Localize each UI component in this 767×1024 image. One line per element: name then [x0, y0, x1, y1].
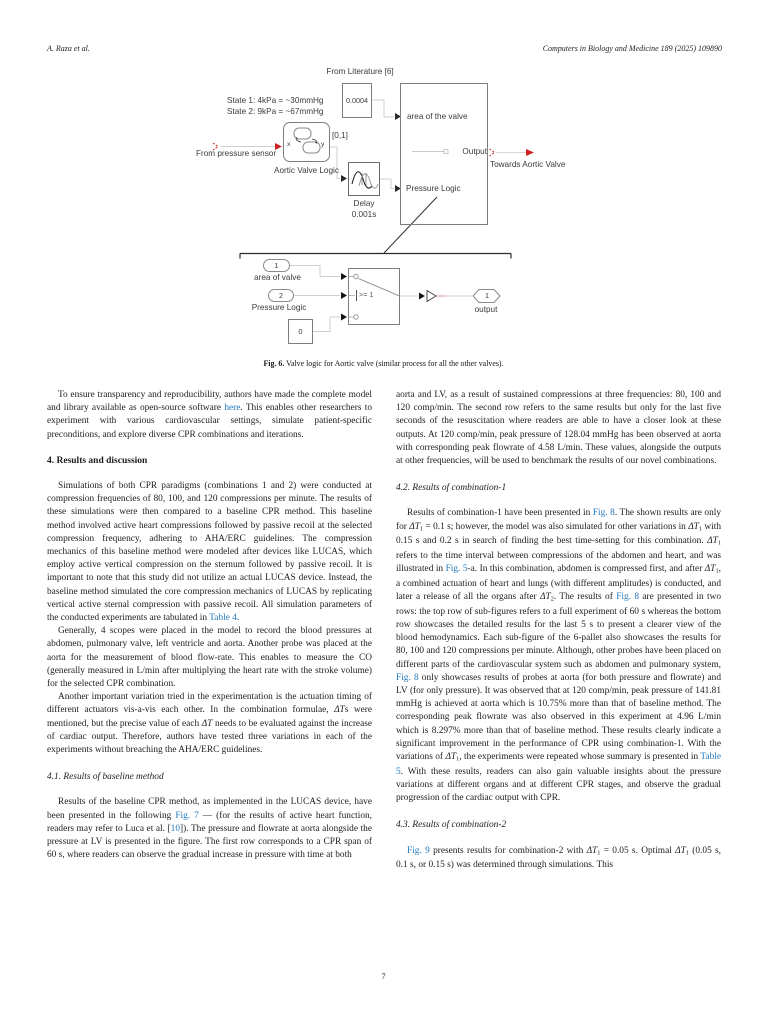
inline-reference-link[interactable]: Fig. 8	[592, 508, 615, 519]
inline-reference-link[interactable]: Fig. 5	[445, 564, 468, 575]
body-text-run: . With these results, readers can also gain valuable insights about the pressure variations at different organs and at different CPR stages, and observe the gradual progression of the cardiac output with CPR.	[396, 766, 721, 804]
section-heading	[396, 819, 721, 832]
literature-note: From Literature [6]	[326, 67, 394, 76]
inline-reference-link[interactable]: Fig. 8	[396, 672, 419, 683]
body-text-run: . The results of	[553, 592, 617, 603]
math-symbol: ΔT	[586, 845, 598, 856]
body-text-run: , the experiments were repeated whose summary is presented in	[459, 752, 701, 763]
paragraph	[47, 796, 372, 862]
math-symbol: ΔT	[704, 564, 716, 575]
delay-block-name: Delay	[353, 199, 375, 208]
section-heading	[47, 771, 372, 784]
body-text-run: presents results for combination-2 with	[429, 845, 587, 856]
body-text-run: — (for the results of active heart function, readers may refer to Luca et al. [	[47, 810, 372, 834]
math-symbol: ΔT	[688, 521, 699, 532]
signal-buffer-triangle-icon	[427, 291, 436, 302]
inport-1-label: area of valve	[254, 272, 301, 282]
body-text-run: 4.1. Results of baseline method	[47, 772, 164, 783]
figure-caption-text: Valve logic for Aortic valve (similar process for all the other valves).	[284, 359, 504, 368]
state-note-line1: State 1: 4kPa = ~30mmHg	[227, 96, 324, 105]
paragraph	[47, 625, 372, 691]
towards-aortic-valve-label: Towards Aortic Valve	[490, 160, 566, 169]
subscript-text: 1	[698, 525, 703, 533]
body-text-run: Generally, 4 scopes were placed in the model to record the blood pressures at abdomen, pulmonary valve, left ventricle and aorta. Another probe was placed at the aorta for the measurement of blood flow-rate. This enables to measure the CO (generally measured in L/min after multiplying the heart rate with the stroke volume) for the selected CPR combination.	[47, 626, 372, 690]
outport-number[interactable]: 1	[485, 290, 489, 300]
running-head-journal: Computers in Biology and Medicine 189 (2025) 109890	[542, 44, 722, 53]
section-heading	[47, 455, 372, 468]
signal-range-label: [0,1]	[332, 131, 348, 140]
subsystem-bracket	[240, 254, 511, 259]
body-text-run: Another important variation tried in the experimentation is the actuation timing of different actuators vis-a-vis each other. In the combination formulae,	[47, 692, 372, 716]
body-text-run: . The shown results are only for	[396, 508, 722, 532]
inline-reference-link[interactable]: 10	[170, 823, 180, 834]
body-text-run: refers to the time interval between compressions of the abdomen and heart, and was illustrated in	[396, 551, 721, 575]
math-symbol: ΔT	[707, 536, 718, 547]
subsystem-input1-label: area of the valve	[407, 112, 468, 121]
body-text-run: with 0.15 s and 0.2 s in search of finding the best time-setting for this combination.	[396, 521, 722, 547]
body-text-run: (0.05 s, 0.1 s, or 0.15 s) was determined through simulations. This	[396, 845, 722, 871]
body-text-run: Results of the baseline CPR method, as implemented in the LUCAS device, have been presented in the following	[47, 797, 372, 821]
figure-caption	[0, 359, 767, 368]
chart-block-name: Aortic Valve Logic	[274, 166, 339, 175]
constant-block-area-value[interactable]: 0.0004	[342, 83, 372, 118]
body-text-run: Simulations of both CPR paradigms (combinations 1 and 2) were conducted at compression frequencies of 80, 100, and 120 compressions per minute. The results of these simulations were then compared to a baseline CPR method. This baseline method involved active heart compressions followed by passive recoil at the selected compression frequency, adhering to AHA/ERC guidelines. The compression mechanics of this baseline method were modeled after devices like LUCAS, which employ active vertical compression on the sternum followed by passive recoil. It is important to note that this study did not utilize an actual LUCAS device. Instead, the baseline method simulated the core compression mechanics of LUCAS by replicating vertical active sternal compression with passive recoil. All simulation parameters of the conducted experiments are tabulated in	[47, 481, 372, 624]
running-head-authors: A. Raza et al.	[47, 44, 90, 53]
body-text-run: = 0.05 s. Optimal	[600, 845, 676, 856]
math-symbol: ΔT	[334, 705, 345, 716]
paragraph	[396, 845, 721, 873]
body-text-run: , a combined actuation of heart and lungs (with different amplitudes) is conducted, and later a release of all the organs after	[396, 564, 721, 603]
page-number: 7	[381, 971, 386, 981]
paragraph	[396, 507, 721, 805]
delay-block-time: 0.001s	[351, 210, 377, 219]
body-text-run: 4.3. Results of combination-2	[396, 820, 507, 831]
subsystem-input2-label: Pressure Logic	[406, 184, 461, 193]
inline-reference-link[interactable]: Fig. 9	[407, 845, 430, 856]
body-text-run: 4.2. Results of combination-1	[396, 483, 507, 494]
from-pressure-sensor-label: From pressure sensor	[196, 149, 277, 158]
section-heading	[396, 482, 721, 495]
body-text-run: 4. Results and discussion	[47, 455, 148, 466]
body-text-run: -a. In this combination, abdomen is compressed first, and after	[467, 564, 705, 575]
math-symbol: ΔT	[445, 752, 457, 763]
body-text-run: . This enables other researchers to experiment with various cardiovascular settings, simulate patient-specific preconditions, and explore diverse CPR combinations and iterations.	[47, 403, 372, 440]
body-text-run: To ensure transparency and reproducibility, authors have made the complete model and library available as open-source software	[47, 390, 372, 414]
output-port-chevron-icon	[490, 149, 495, 156]
subscript-text: 1	[715, 567, 719, 575]
right-column	[396, 386, 721, 873]
subscript-text: 1	[685, 849, 689, 857]
delay-block[interactable]	[348, 162, 380, 196]
figure-6-diagram	[0, 0, 767, 382]
math-symbol: ΔT	[540, 592, 551, 603]
subsystem-output-label: Output	[462, 147, 487, 156]
switch-condition-label: >= 1	[359, 290, 374, 299]
body-text-run: .	[236, 613, 240, 624]
inline-reference-link[interactable]: Table 5	[396, 752, 721, 777]
body-text-run: = 0.1 s; however, the model was also simulated for other variations in	[423, 521, 689, 532]
switch-block[interactable]	[348, 268, 400, 325]
body-text-run: Results of combination-1 have been presented in	[407, 508, 593, 519]
body-text-run: needs to be evaluated against the increase of cardiac output. Therefore, authors have tested three variations in each of the experiments without breaching the AHA/ERC guidelines.	[47, 718, 373, 756]
body-text-run: ]). The pressure and flowrate at aorta alongside the pressure at LV is presented in the figure. The first row corresponds to a CPR span of 60 s, where readers can observe the gradual increase in pressure with time at both	[47, 823, 372, 861]
constant-zero-block[interactable]: 0	[288, 319, 313, 344]
paragraph	[47, 480, 372, 625]
paragraph	[396, 389, 721, 468]
paragraph	[47, 691, 372, 757]
inport-2-label: Pressure Logic	[251, 303, 307, 312]
subscript-text: 1	[717, 539, 721, 547]
subscript-text: 2	[550, 595, 554, 603]
math-symbol: ΔT	[675, 845, 686, 856]
math-symbol: ΔT	[201, 718, 213, 729]
left-column	[47, 386, 372, 873]
body-text-run: s were mentioned, but the precise value of each	[47, 705, 372, 729]
inport-1[interactable]: 1	[263, 259, 290, 272]
chart-output-port-label: y	[321, 141, 325, 148]
subscript-text: 1	[456, 755, 460, 763]
inline-reference-link[interactable]: Fig. 7	[175, 810, 199, 821]
state-note-line2: State 2: 9kPa = ~67mmHg	[227, 107, 324, 116]
subscript-text: 1	[597, 849, 601, 857]
inline-reference-link[interactable]: here	[224, 403, 241, 414]
figure-caption-label: Fig. 6.	[263, 359, 285, 368]
body-text	[47, 386, 722, 873]
outport-label: output	[474, 305, 498, 314]
math-symbol: ΔT	[409, 521, 420, 532]
subscript-text: 1	[419, 525, 424, 533]
inline-reference-link[interactable]: Fig. 8	[616, 592, 640, 603]
paragraph	[47, 389, 372, 442]
body-text-run: only showcases results of probes at aorta (for both pressure and flowrate) and LV (for only pressure). It was observed that at 120 comp/min, peak pressure of 141.81 mmHg is achieved at aorta which is 10.75% more than that of baseline method. The corresponding peak flowrate was also observed in this experiment at 4.96 L/min which is 8.297% more than that of baseline method. These results clearly indicate a significant improvement in the performance of CPR using combination-1. With the variations of	[396, 672, 722, 763]
inline-reference-link[interactable]: Table 4	[209, 613, 237, 624]
body-text-run: are presented in two rows: the top row of sub-figures refers to a full experiment of 60 s whereas the bottom row showcases the detailed results for the last 5 s to present a clearer view of the blood hemodynamics. Each sub-figure of the 6-pallet also showcases the results for 80, 100 and 120 compressions per minute. Although, other probes have been placed on different parts of the cardiovascular system such as abdomen and pulmonary system,	[396, 592, 721, 670]
red-arrowhead-icon	[526, 149, 534, 156]
body-text-run: aorta and LV, as a result of sustained compressions at three frequencies: 80, 100 and 120 comp/min. The second row refers to the same results but only for the last five seconds of the resuscitation where readers are able to have a closer look at these outputs. At 120 comp/min, peak pressure of 128.04 mmHg has been observed at aorta with corresponding peak flowrate of 4.58 L/min. These values, alongside the outputs at other frequencies, will be used to benchmark the results of our novel combinations.	[396, 390, 721, 467]
inport-2[interactable]: 2	[268, 289, 294, 302]
chart-input-port-label: x	[287, 141, 291, 148]
delay-waveform-icon	[349, 163, 379, 195]
